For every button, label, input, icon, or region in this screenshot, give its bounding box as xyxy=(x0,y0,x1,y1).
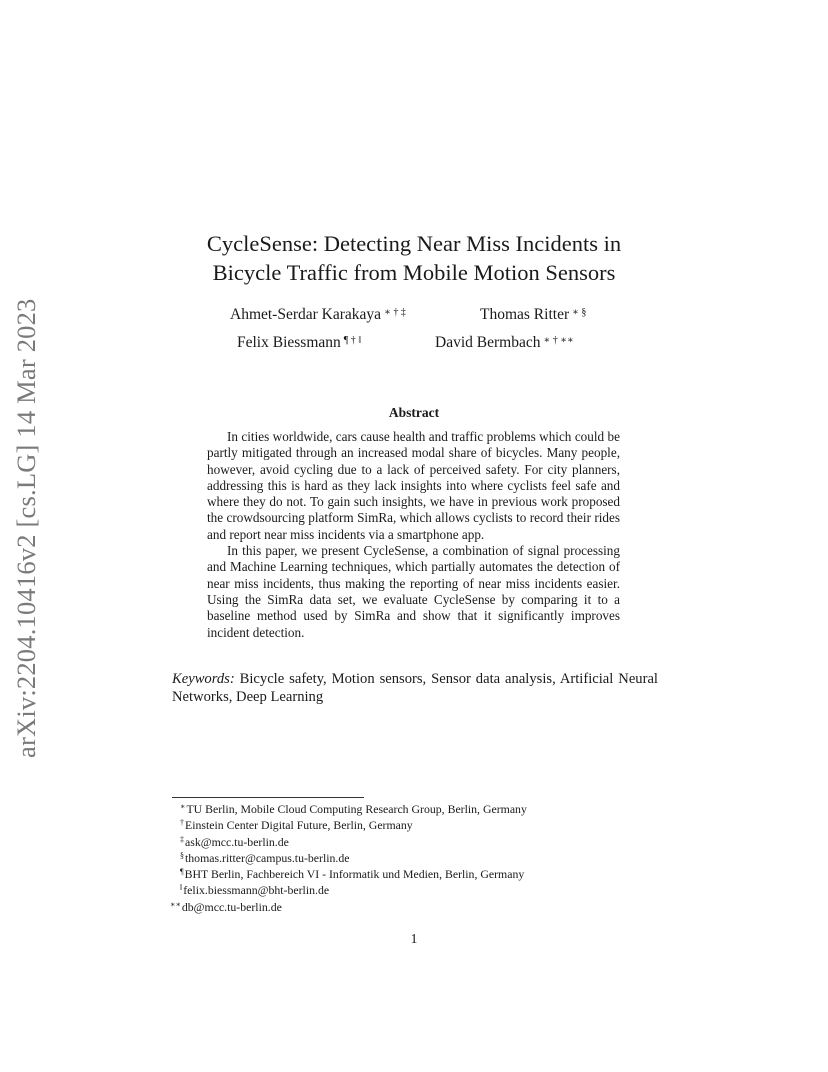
footnote-text: thomas.ritter@campus.tu-berlin.de xyxy=(185,850,350,865)
author-name: Ahmet-Serdar Karakaya xyxy=(230,306,382,323)
author-bermbach xyxy=(435,334,574,352)
footnote xyxy=(180,802,527,818)
footnotes xyxy=(170,802,527,916)
footnote-text: ask@mcc.tu-berlin.de xyxy=(185,834,289,849)
footnote xyxy=(180,851,527,867)
author-biessmann xyxy=(237,334,361,352)
arxiv-identifier-stamp: arXiv:2204.10416v2 [cs.LG] 14 Mar 2023 xyxy=(11,298,41,758)
footnote-mark: ‡ xyxy=(180,834,184,844)
footnote-mark: ¶ xyxy=(180,867,184,877)
footnote-mark: ∗ xyxy=(180,802,186,811)
title-line-2: Bicycle Traffic from Mobile Motion Sensors xyxy=(212,260,616,285)
footnote xyxy=(180,835,527,851)
footnote xyxy=(180,818,527,834)
author-name: Thomas Ritter xyxy=(480,306,570,323)
footnote xyxy=(180,883,527,899)
author-affiliation-marks: ∗ § xyxy=(572,307,587,318)
title-line-1: CycleSense: Detecting Near Miss Incidents in xyxy=(206,231,622,256)
abstract-paragraph-2: In this paper, we present CycleSense, a combination of signal processing and Machine Learning techniques, which partially automates the detection of near miss incidents, thus making the reporting of near miss incidents easier. Using the SimRa data set, we evaluate CycleSense by comparing it to a baseline method used by SimRa and show that it significantly improves incident detection. xyxy=(207,543,620,640)
footnote xyxy=(180,867,527,883)
footnote-text: Einstein Center Digital Future, Berlin, Germany xyxy=(185,818,413,833)
footnote-text: felix.biessmann@bht-berlin.de xyxy=(183,883,330,898)
page-number: 1 xyxy=(410,932,418,947)
keywords-text: Bicycle safety, Motion sensors, Sensor data analysis, Artificial Neural Networks, Deep Learning xyxy=(172,671,658,706)
abstract-body xyxy=(207,429,620,641)
author-affiliation-marks: ∗ † ‡ xyxy=(384,307,406,318)
footnote-text: db@mcc.tu-berlin.de xyxy=(181,899,282,914)
author-name: Felix Biessmann xyxy=(237,334,341,351)
footnote-text: TU Berlin, Mobile Cloud Computing Research Group, Berlin, Germany xyxy=(186,802,527,816)
footnote xyxy=(170,900,527,916)
footnote-mark: ∗∗ xyxy=(170,899,181,909)
footnote-mark: † xyxy=(180,818,184,828)
author-ritter xyxy=(480,306,586,324)
footnote-mark: § xyxy=(180,850,184,860)
author-affiliation-marks: ¶ † ‖ xyxy=(343,335,362,346)
author-name: David Bermbach xyxy=(435,334,541,351)
abstract-paragraph-1: In cities worldwide, cars cause health and traffic problems which could be partly mitigated through an increased modal share of bicycles. Many people, however, avoid cycling due to a lack of perceived safety. For city planners, addressing this is hard as they lack insights into where cyclists feel safe and where they do not. To gain such insights, we have in previous work proposed the crowdsourcing platform SimRa, which allows cyclists to record their rides and report near miss incidents via a smartphone app. xyxy=(207,429,620,542)
footnote-rule xyxy=(172,797,364,798)
author-karakaya xyxy=(230,306,406,324)
author-affiliation-marks: ∗ † ∗∗ xyxy=(543,335,574,346)
abstract-heading: Abstract xyxy=(388,405,440,420)
footnote-mark: ‖ xyxy=(180,883,183,893)
keywords-label: Keywords: xyxy=(172,671,235,687)
paper-title xyxy=(0,229,828,287)
keywords xyxy=(172,670,658,706)
footnote-text: BHT Berlin, Fachbereich VI - Informatik und Medien, Berlin, Germany xyxy=(184,867,525,882)
